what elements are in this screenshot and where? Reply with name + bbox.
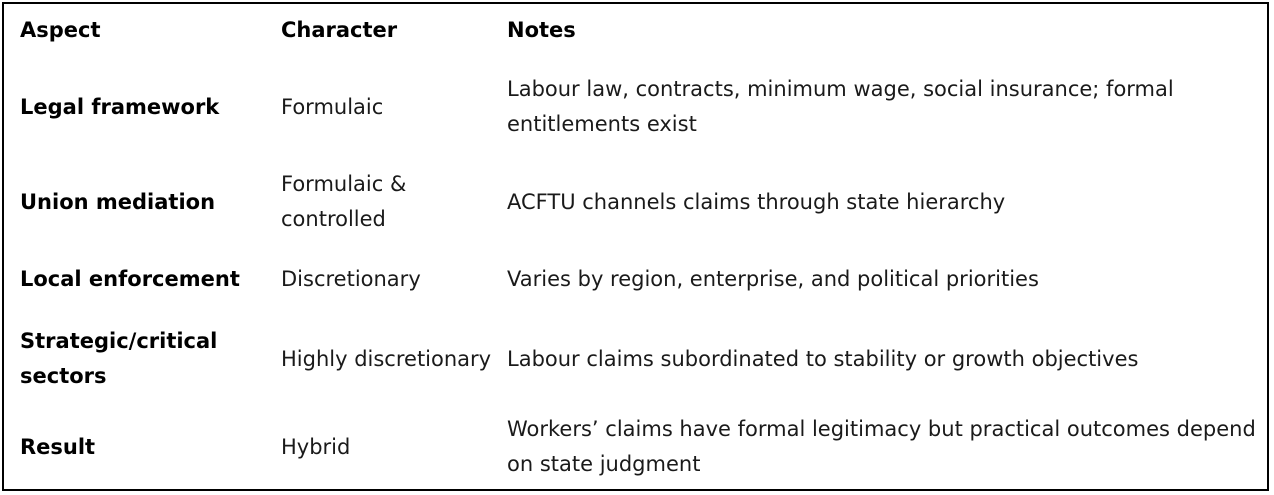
row-notes: Workers’ claims have formal legitimacy but practical outcomes depend on state judgment [507,417,1256,476]
row-aspect: Strategic/critical sectors [20,329,218,388]
row-character: Hybrid [281,434,351,459]
row-character: Discretionary [281,267,421,291]
row-notes: ACFTU channels claims through state hierarchy [507,189,1006,214]
table-frame [2,2,1269,491]
row-notes: Labour law, contracts, minimum wage, social insurance; formal entitlements exist [507,77,1174,136]
row-character: Formulaic & controlled [281,172,407,231]
row-character: Formulaic [281,94,384,119]
table-row [20,56,1265,158]
header-notes: Notes [507,17,576,42]
row-aspect: Result [20,434,96,459]
table-row [20,158,1265,246]
table-row [20,313,1265,405]
header-aspect: Aspect [20,17,101,42]
aspect-table [20,4,1265,489]
table-row [20,405,1265,489]
row-aspect: Legal framework [20,94,220,119]
table-header-row [20,4,1265,56]
row-aspect: Local enforcement [20,267,240,291]
row-character: Highly discretionary [281,346,492,371]
table-row [20,246,1265,313]
row-aspect: Union mediation [20,189,216,214]
row-notes: Varies by region, enterprise, and political priorities [507,267,1039,291]
header-character: Character [281,17,398,42]
row-notes: Labour claims subordinated to stability or growth objectives [507,346,1139,371]
